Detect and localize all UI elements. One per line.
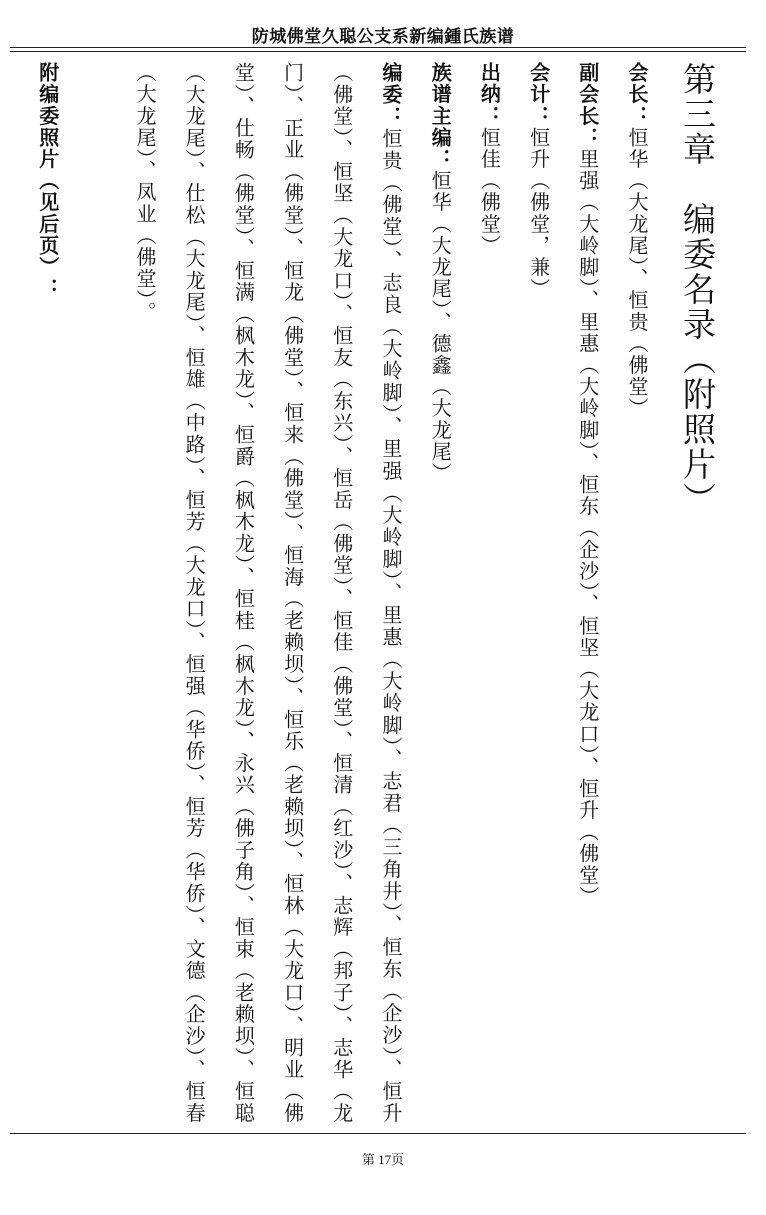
role-cashier [464,62,513,1124]
role-names: 恒华（大龙尾）、德鑫（大龙尾） [428,170,453,484]
role-names: 恒贵（佛堂）、志良（大岭脚）、里强（大岭脚）、里惠（大岭脚）、志君（三角井）、恒东（企沙）、恒升（佛堂）、恒坚（大龙口）、恒友（东兴）、恒岳（佛堂）、恒佳（佛堂）、恒清（红沙）、志辉（邦子）、志华（龙门）、正业（佛堂）、恒龙（佛堂）、恒来（佛堂）、恒海（老赖坝）、恒乐（老赖坝）、恒林（大龙口）、明业（佛堂）、仕畅（佛堂）、恒满（枫木龙）、恒爵（枫木龙）、恒桂（枫木龙）、永兴（佛子角）、恒束（老赖坝）、恒聪（大龙尾）、仕松（大龙尾）、恒雄（中路）、恒芳（大龙口）、恒强（华侨）、恒芳（华侨）、文德（企沙）、恒春（大龙尾）、凤业（佛堂）。 [132,62,403,1124]
role-label: 出纳： [477,62,502,127]
header-rule-thick [10,47,746,48]
vertical-text-body [12,62,747,1124]
role-label: 族谱主编： [428,62,453,170]
role-names: 恒升（佛堂，兼） [526,126,551,300]
role-names: 恒华（大龙尾）、恒贵（佛堂） [625,126,649,420]
role-label: 会长： [625,62,649,127]
role-names: 恒佳（佛堂） [477,126,502,257]
role-chief-editor [415,62,464,1124]
role-label: 会计： [526,62,551,127]
chapter-title: 第三章 编委名录（附照片） [678,62,717,517]
role-label: 副会长： [575,62,600,149]
header-rule-thin [10,51,746,52]
role-president [612,62,661,1124]
role-vice-president [563,62,612,1124]
role-names: 里强（大岭脚）、里惠（大岭脚）、恒东（企沙）、恒坚（大龙口）、恒升（佛堂） [575,148,600,908]
photos-note: 附编委照片（见后页）： [35,62,60,300]
running-header-title: 防城佛堂久聪公支系新编鍾氏族谱 [251,27,515,47]
footer-rule [10,1133,746,1134]
role-editorial-committee [120,62,415,1124]
page-number: 第 17页 [361,1152,405,1167]
role-accountant [513,62,562,1124]
role-label: 编委： [378,62,403,129]
